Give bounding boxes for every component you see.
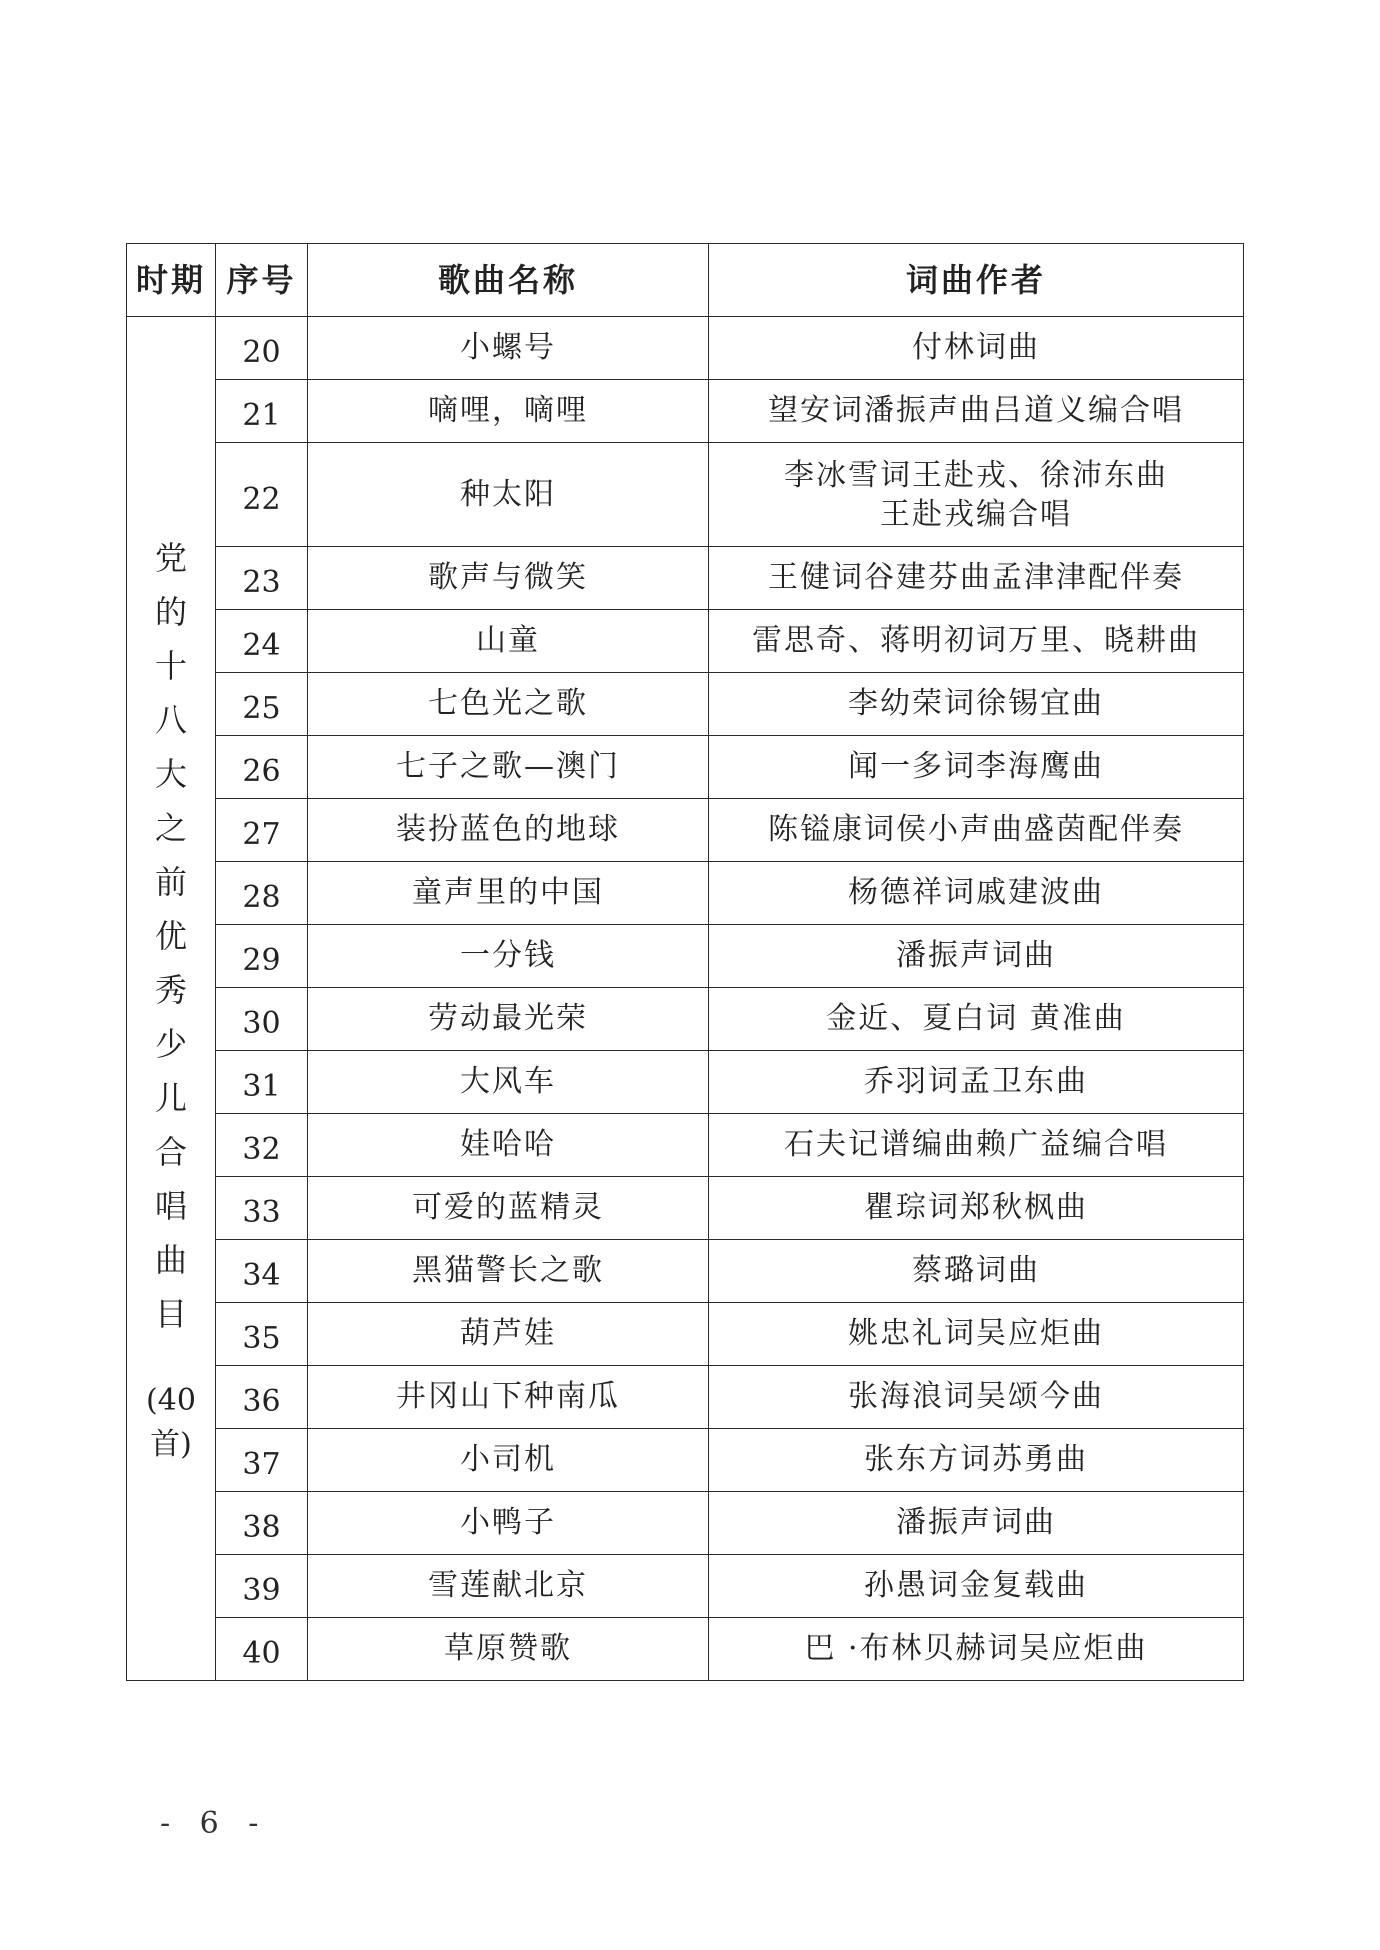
table-row <box>127 1051 1244 1114</box>
table-row <box>127 799 1244 862</box>
row-number: 38 <box>216 1492 308 1555</box>
song-title: 七子之歌—澳门 <box>308 736 709 799</box>
song-author: 乔羽词孟卫东曲 <box>709 1051 1244 1114</box>
row-number: 28 <box>216 862 308 925</box>
song-author: 闻一多词李海鹰曲 <box>709 736 1244 799</box>
song-author-line1: 李冰雪词王赴戎、徐沛东曲 <box>784 457 1168 493</box>
table-row <box>127 1240 1244 1303</box>
row-number: 21 <box>216 380 308 443</box>
song-title: 七色光之歌 <box>308 673 709 736</box>
row-number: 31 <box>216 1051 308 1114</box>
row-number: 25 <box>216 673 308 736</box>
song-author: 潘振声词曲 <box>709 1492 1244 1555</box>
row-number: 36 <box>216 1366 308 1429</box>
period-label: 党的十八大之前优秀少儿合唱曲目 <box>154 538 187 1333</box>
table-row <box>127 1429 1244 1492</box>
song-title: 小鸭子 <box>308 1492 709 1555</box>
song-title: 嘀哩，嘀哩 <box>308 380 709 443</box>
song-author: 雷思奇、蒋明初词万里、晓耕曲 <box>709 610 1244 673</box>
song-author: 陈镒康词侯小声曲盛茵配伴奏 <box>709 799 1244 862</box>
table-row <box>127 547 1244 610</box>
table-row <box>127 1618 1244 1681</box>
song-title: 葫芦娃 <box>308 1303 709 1366</box>
song-author: 蔡璐词曲 <box>709 1240 1244 1303</box>
table-header-row <box>127 244 1244 317</box>
song-author: 望安词潘振声曲吕道义编合唱 <box>709 380 1244 443</box>
table-row <box>127 1492 1244 1555</box>
table-row <box>127 736 1244 799</box>
song-author: 石夫记谱编曲赖广益编合唱 <box>709 1114 1244 1177</box>
table-row <box>127 1555 1244 1618</box>
song-title: 装扮蓝色的地球 <box>308 799 709 862</box>
song-author: 瞿琮词郑秋枫曲 <box>709 1177 1244 1240</box>
song-author: 姚忠礼词吴应炬曲 <box>709 1303 1244 1366</box>
song-author: 王健词谷建芬曲孟津津配伴奏 <box>709 547 1244 610</box>
row-number: 34 <box>216 1240 308 1303</box>
table-row <box>127 988 1244 1051</box>
row-number: 22 <box>216 443 308 547</box>
song-title: 井冈山下种南瓜 <box>308 1366 709 1429</box>
table-row <box>127 1114 1244 1177</box>
song-title: 娃哈哈 <box>308 1114 709 1177</box>
song-title: 黑猫警长之歌 <box>308 1240 709 1303</box>
table-row <box>127 673 1244 736</box>
song-author: 巴 ·布林贝赫词吴应炬曲 <box>709 1618 1244 1681</box>
song-title: 大风车 <box>308 1051 709 1114</box>
row-number: 23 <box>216 547 308 610</box>
row-number: 35 <box>216 1303 308 1366</box>
row-number: 39 <box>216 1555 308 1618</box>
song-title: 草原赞歌 <box>308 1618 709 1681</box>
period-count: (40首) <box>146 1382 196 1462</box>
song-author: 潘振声词曲 <box>709 925 1244 988</box>
table-row <box>127 317 1244 380</box>
song-author: 李幼荣词徐锡宜曲 <box>709 673 1244 736</box>
row-number: 26 <box>216 736 308 799</box>
row-number: 29 <box>216 925 308 988</box>
page-number: - 6 - <box>160 1806 269 1841</box>
row-number: 20 <box>216 317 308 380</box>
song-title: 山童 <box>308 610 709 673</box>
song-author: 付林词曲 <box>709 317 1244 380</box>
song-title: 童声里的中国 <box>308 862 709 925</box>
header-song-title: 歌曲名称 <box>308 244 709 317</box>
table-body <box>127 317 1244 1681</box>
table-row <box>127 610 1244 673</box>
song-author <box>709 443 1244 547</box>
song-title: 劳动最光荣 <box>308 988 709 1051</box>
table-row <box>127 1177 1244 1240</box>
row-number: 32 <box>216 1114 308 1177</box>
table-row <box>127 1366 1244 1429</box>
table-row <box>127 380 1244 443</box>
row-number: 27 <box>216 799 308 862</box>
song-title: 小螺号 <box>308 317 709 380</box>
row-number: 37 <box>216 1429 308 1492</box>
row-number: 30 <box>216 988 308 1051</box>
header-number: 序号 <box>216 244 308 317</box>
song-title: 一分钱 <box>308 925 709 988</box>
table-row <box>127 1303 1244 1366</box>
song-author: 张海浪词吴颂今曲 <box>709 1366 1244 1429</box>
row-number: 24 <box>216 610 308 673</box>
header-period: 时期 <box>127 244 216 317</box>
song-author: 金近、夏白词 黄准曲 <box>709 988 1244 1051</box>
table-row <box>127 443 1244 547</box>
table-row <box>127 925 1244 988</box>
song-author-line2: 王赴戎编合唱 <box>880 496 1072 532</box>
song-author: 张东方词苏勇曲 <box>709 1429 1244 1492</box>
song-title: 种太阳 <box>308 443 709 547</box>
song-title: 小司机 <box>308 1429 709 1492</box>
header-author: 词曲作者 <box>709 244 1244 317</box>
row-number: 40 <box>216 1618 308 1681</box>
song-title: 歌声与微笑 <box>308 547 709 610</box>
song-author: 杨德祥词戚建波曲 <box>709 862 1244 925</box>
song-title: 可爱的蓝精灵 <box>308 1177 709 1240</box>
table-row <box>127 862 1244 925</box>
row-number: 33 <box>216 1177 308 1240</box>
period-cell <box>127 317 216 1681</box>
song-list-table <box>126 243 1244 1681</box>
song-author: 孙愚词金复载曲 <box>709 1555 1244 1618</box>
song-title: 雪莲献北京 <box>308 1555 709 1618</box>
